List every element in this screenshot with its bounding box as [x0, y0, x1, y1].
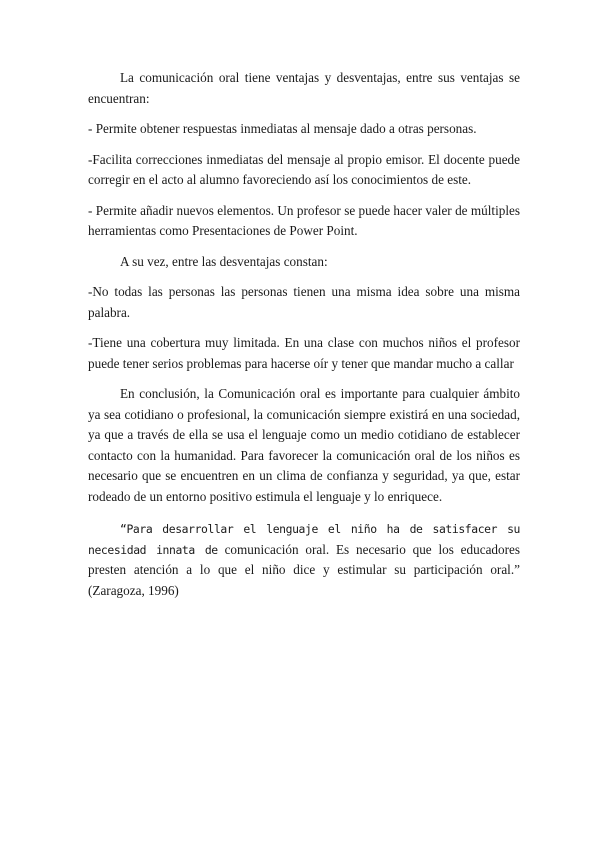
advantage-item-2: -Facilita correcciones inmediatas del mensaje al propio emisor. El docente puede corregir en el acto al alumno favoreciendo así los conocimientos de este.	[88, 151, 520, 187]
document-body	[88, 68, 520, 611]
disadvantage-item-1: -No todas las personas las personas tienen una misma idea sobre una misma palabra.	[88, 284, 520, 320]
disadvantage-item-2: -Tiene una cobertura muy limitada. En una clase con muchos niños el profesor puede tener serios problemas para hacerse oír y tener que mandar mucho a callar	[88, 335, 520, 371]
conclusion-paragraph: En conclusión, la Comunicación oral es importante para cualquier ámbito ya sea cotidiano o profesional, la comunicación siempre existirá en una sociedad, ya que a través de ella se usa el lenguaje como un medio cotidiano de establecer contacto con la humanidad. Para favorecer la comunicación oral de los niños es necesario que se encuentren en un clima de confianza y seguridad, ya que, estar rodeado de un entorno positivo estimula el lenguaje y lo enriquece.	[88, 386, 520, 504]
advantage-item-1: - Permite obtener respuestas inmediatas al mensaje dado a otras personas.	[88, 121, 477, 136]
quote-paragraph	[88, 519, 520, 601]
intro-paragraph: La comunicación oral tiene ventajas y desventajas, entre sus ventajas se encuentran:	[88, 70, 520, 106]
advantage-item-3: - Permite añadir nuevos elementos. Un profesor se puede hacer valer de múltiples herramientas como Presentaciones de Power Point.	[88, 202, 520, 238]
quote-remaining-text: comunicación oral. Es necesario que los educadores presten atención a lo que el niño dice y estimular su participación oral.” (Zaragoza, 1996)	[88, 541, 520, 598]
disadvantages-intro-paragraph: A su vez, entre las desventajas constan:	[120, 253, 328, 269]
quote-opening-text: “Para desarrollar el lenguaje el niño ha de satisfacer su necesidad innata de	[88, 522, 520, 557]
